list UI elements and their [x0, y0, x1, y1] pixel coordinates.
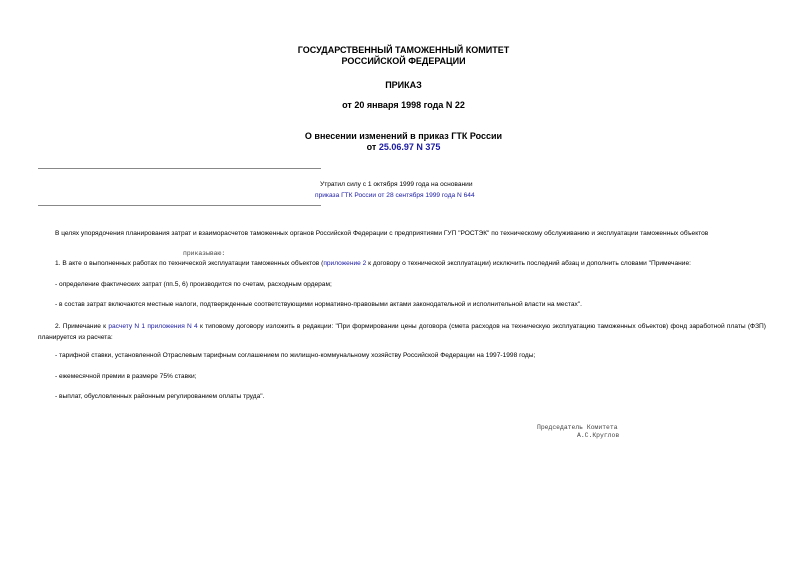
signatory-position: Председатель Комитета: [537, 424, 618, 431]
p2-item-1: - тарифной ставки, установленной Отраслевым тарифным соглашением по жилищно-коммунальному хозяйству Российской Федерации на 1997-1998 годы;: [55, 352, 536, 359]
status-text: Утратил силу с 1 октября 1999 года на основании: [320, 181, 473, 188]
order-word: приказываю:: [183, 250, 226, 257]
signatory-name: А.С.Круглов: [577, 432, 620, 439]
p1-item-1: - определение фактических затрат (пп.5, 6) производится по счетам, расходным ордерам;: [55, 281, 332, 288]
status-link[interactable]: приказа ГТК России от 28 сентября 1999 года N 644: [315, 192, 475, 199]
doc-type: ПРИКАЗ: [385, 80, 422, 90]
p2-before: 2. Примечание к: [55, 323, 109, 330]
org-name-line2: РОССИЙСКОЙ ФЕДЕРАЦИИ: [341, 56, 466, 66]
divider-bottom: [38, 205, 321, 206]
p1-before: 1. В акте о выполненных работах по технической эксплуатации таможенных объектов (: [55, 260, 324, 267]
p1-after: к договору о технической эксплуатации) исключить последний абзац и дополнить словами "Примечание:: [366, 260, 691, 267]
doc-title-ref: [0, 142, 807, 152]
appendix-2-link[interactable]: приложение 2: [323, 260, 367, 267]
title-prefix: от: [366, 142, 377, 152]
p2-after: к типовому договору изложить в редакции: "При формировании цены договора (смета расходов на техническую эксплуатацию таможенных объектов) фонд заработной платы (ФЗП) планируется из расчета:: [38, 323, 766, 341]
ref-order-link[interactable]: 25.06.97 N 375: [378, 142, 441, 152]
paragraph-2: [38, 321, 766, 343]
doc-date: от 20 января 1998 года N 22: [342, 100, 465, 110]
org-name-line1: ГОСУДАРСТВЕННЫЙ ТАМОЖЕННЫЙ КОМИТЕТ: [297, 45, 510, 55]
paragraph-1: [55, 260, 691, 267]
p2-item-2: - ежемесячной премии в размере 75% ставки;: [55, 373, 197, 380]
p1-item-2: - в состав затрат включаются местные налоги, подтвержденные соответствующими нормативно-правовыми актами законодательной и исполнительной власти на местах".: [55, 301, 582, 308]
calc-1-link[interactable]: расчету N 1 приложения N 4: [108, 323, 198, 330]
p2-item-3: - выплат, обусловленных районным регулированием оплаты труда".: [55, 393, 265, 400]
divider-top: [38, 168, 321, 169]
preamble: В целях упорядочения планирования затрат и взаиморасчетов таможенных органов Российской Федерации с предприятиями ГУП "РОСТЭК" по техническому обслуживанию и эксплуатации таможенных объектов: [55, 230, 709, 237]
doc-title: О внесении изменений в приказ ГТК России: [304, 131, 503, 141]
